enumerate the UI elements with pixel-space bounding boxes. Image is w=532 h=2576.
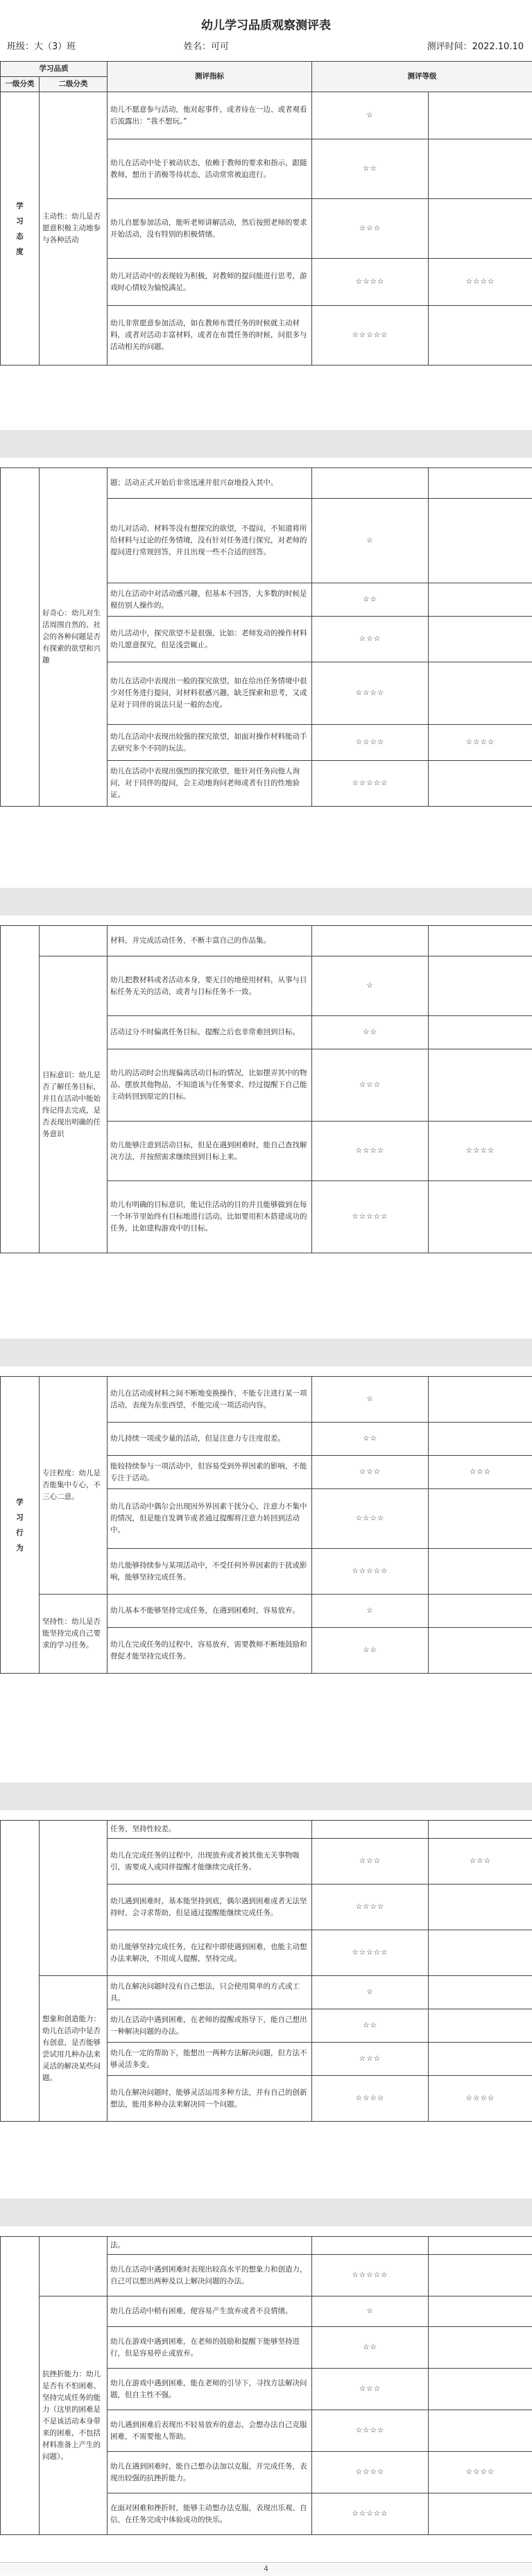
star-rating[interactable]: ☆☆☆☆	[312, 1489, 429, 1549]
page-4	[0, 1366, 532, 1783]
student-name: 姓名：可可	[184, 42, 230, 52]
indicator-text: 幼儿在活动中偶尔会出现因外界因素干扰分心，注意力不集中的情况，但是能自发调节或者通过提醒将注意力转回到活动中。	[108, 1489, 312, 1549]
carry-text: 题；活动正式开始后非常迅速并很兴奋地投入其中。	[108, 468, 312, 499]
star-rating-extra	[429, 1595, 532, 1628]
star-rating[interactable]: ☆☆	[312, 139, 429, 199]
indicator-text: 幼儿有明确的目标意识，能记住活动的目的并且能够做到在每一个环节里始终有目标地进行活动。比如要用积木搭建成功的任务，比如建构游戏中的目标。	[108, 1181, 312, 1253]
star-rating-extra	[429, 761, 532, 807]
star-rating-extra	[429, 956, 532, 1016]
indicator-text: 幼儿在完成任务的过程中，容易放弃，需要教师不断地鼓励和督促才能坚持完成任务。	[108, 1628, 312, 1674]
star-rating-extra[interactable]: ☆☆☆☆	[429, 2452, 532, 2493]
star-rating[interactable]: ☆☆☆☆	[312, 2410, 429, 2452]
indicator-text: 幼儿把教材料或者活动本身，要无目的地使用材料，从事与目标任务无关的活动，或者与目标任务不一致。	[108, 956, 312, 1016]
star-rating[interactable]: ☆☆☆☆☆	[312, 1181, 429, 1253]
grade-header: 测评等级	[312, 62, 532, 92]
indicator-text: 幼儿对活动中的表现较为积极，对教师的提问能进行思考，游戏时心情较为愉悦满足。	[108, 259, 312, 306]
star-rating[interactable]: ☆☆☆☆	[312, 662, 429, 725]
star-rating-extra	[429, 2369, 532, 2410]
star-rating[interactable]: ☆☆☆☆	[312, 725, 429, 761]
indicator-text: 幼儿不愿意参与活动，他对起事件，或者待在一边、或者观看后流露出：“我不想玩。”	[108, 92, 312, 139]
indicator-text: 幼儿非常愿意参加活动，如在教师布置任务的时候就主动材料，或者对活动丰富材料，或者在布置任务的时候，问很多与活动相关的问题。	[108, 306, 312, 366]
category-attitude-cont	[1, 926, 40, 1253]
star-rating[interactable]: ☆☆☆☆	[312, 1122, 429, 1181]
indicator-text: 能较持续参与一项活动中，但容易受到外界因素的影响，不能专注于活动。	[108, 1456, 312, 1489]
star-rating[interactable]: ☆☆	[312, 2009, 429, 2043]
star-rating-extra	[429, 1016, 532, 1049]
quality-header: 学习品质	[1, 62, 108, 77]
star-rating-extra	[429, 306, 532, 366]
star-rating-extra	[429, 2493, 532, 2535]
star-rating[interactable]: ☆☆	[312, 583, 429, 617]
subcat-goal: 目标意识：幼儿是否了解任务目标，并且在活动中能始终记得去完成，是否表现出明确的任务意识	[40, 956, 108, 1253]
category-attitude: 学 习 态 度	[1, 92, 40, 366]
star-rating-extra	[429, 2043, 532, 2076]
star-rating[interactable]: ☆☆☆	[312, 617, 429, 662]
star-rating-extra	[429, 2255, 532, 2296]
star-rating[interactable]: ☆☆☆	[312, 2043, 429, 2076]
star-rating[interactable]: ☆☆☆☆☆	[312, 1930, 429, 1976]
star-rating	[312, 2237, 429, 2255]
indicator-text: 幼儿在活动中对活动感兴趣，但基本不回答，大多数的时候是模仿别人操作的。	[108, 583, 312, 617]
assessment-table-p2	[0, 467, 532, 807]
star-rating[interactable]: ☆	[312, 1595, 429, 1628]
star-rating-extra	[429, 1628, 532, 1674]
star-rating-extra	[429, 2009, 532, 2043]
star-rating-extra	[429, 926, 532, 956]
star-rating-extra	[429, 139, 532, 199]
indicator-text: 幼儿能够持续参与某项活动中，不受任何外界因素的干扰或影响，能够坚持完成任务。	[108, 1549, 312, 1595]
star-rating[interactable]: ☆	[312, 1377, 429, 1423]
star-rating[interactable]: ☆☆☆	[312, 1456, 429, 1489]
star-rating-extra	[429, 499, 532, 583]
star-rating[interactable]: ☆☆	[312, 1016, 429, 1049]
star-rating-extra	[429, 2410, 532, 2452]
subcat-carry	[40, 1821, 108, 1976]
indicator-text: 幼儿持续一项或少量的活动，但是注意力专注度很差。	[108, 1423, 312, 1456]
page-3	[0, 916, 532, 1339]
indicator-text: 活动过分不时偏离任务目标，提醒之后也非常难回到目标。	[108, 1016, 312, 1049]
indicator-text: 幼儿基本不能够坚持完成任务，在遇到困难时，容易放弃。	[108, 1595, 312, 1628]
star-rating	[312, 926, 429, 956]
indicator-text: 幼儿在一定的帮助下，能想出一两种方法解决问题，但方法不够灵活多变。	[108, 2043, 312, 2076]
star-rating-extra	[429, 2296, 532, 2327]
star-rating[interactable]: ☆☆☆☆☆	[312, 306, 429, 366]
star-rating-extra	[429, 1930, 532, 1976]
level1-header: 一级分类	[1, 77, 40, 92]
star-rating[interactable]: ☆	[312, 1976, 429, 2009]
star-rating[interactable]: ☆☆☆☆☆	[312, 2493, 429, 2535]
assessment-date: 测评时间：2022.10.10	[427, 42, 524, 52]
assessment-table-p3	[0, 925, 532, 1253]
page-1	[0, 0, 532, 430]
indicator-text: 幼儿遇到困难后表现出不轻易放弃的意志，会想办法自己克服困难，不需要他人帮助。	[108, 2410, 312, 2452]
star-rating[interactable]: ☆☆☆☆	[312, 2452, 429, 2493]
assessment-table-p6	[0, 2236, 532, 2535]
star-rating[interactable]: ☆☆☆☆☆	[312, 2255, 429, 2296]
star-rating[interactable]: ☆	[312, 499, 429, 583]
category-behavior: 学 习 行 为	[1, 1377, 40, 1674]
star-rating[interactable]: ☆☆	[312, 2327, 429, 2369]
star-rating[interactable]: ☆☆☆☆	[312, 259, 429, 306]
star-rating-extra	[429, 662, 532, 725]
indicator-text: 幼儿在活动中处于被动状态，依赖于教师的要求和指示，跟随教师，想出于消极等待状态，活动常常被迫进行。	[108, 139, 312, 199]
star-rating[interactable]: ☆☆☆☆☆	[312, 1549, 429, 1595]
star-rating-extra[interactable]: ☆☆☆☆	[429, 2076, 532, 2122]
class-label: 班级：大（3）班	[7, 42, 76, 52]
star-rating[interactable]: ☆	[312, 2296, 429, 2327]
page-indicator: 4	[0, 2562, 532, 2575]
indicator-text: 幼儿活动中，探究欲望不是很强，比如：老师发动的操作材料幼儿愿意探究，但是浅尝辄止。	[108, 617, 312, 662]
indicator-text: 幼儿在完成任务的过程中，出现放弃或者被其他无关事物吸引，需要成人或同伴提醒才能继续完成任务。	[108, 1839, 312, 1884]
doc-title: 幼儿学习品质观察测评表	[201, 19, 331, 33]
category-behavior-cont	[1, 2237, 40, 2535]
star-rating-extra[interactable]: ☆☆☆☆	[429, 1122, 532, 1181]
assessment-table-p1	[0, 61, 532, 366]
subcat-focus: 专注程度：幼儿是否能集中专心，不三心二意。	[40, 1377, 108, 1595]
star-rating[interactable]: ☆☆☆	[312, 199, 429, 259]
star-rating[interactable]: ☆☆☆	[312, 1049, 429, 1122]
subcat-resistance: 抗挫折能力：幼儿是否有不怕困难、坚持完成任务的能力（这里的困难是不是该活动本身带来的困难，不包括材料准备上产生的问题）。	[40, 2296, 108, 2535]
category-behavior-cont	[1, 1821, 40, 2122]
indicator-text: 幼儿能够注意到活动目标，但是在遇到困难时，能自己查找解决方法，并按照需求继续回到目标上来。	[108, 1122, 312, 1181]
star-rating[interactable]: ☆☆☆	[312, 1839, 429, 1884]
indicator-text: 幼儿在活动中表现出强烈的探究欲望，能针对任务向他人询问，对于同伴的提问，会主动地询问老师或者有目的性地验证。	[108, 761, 312, 807]
indicator-text: 幼儿在活动中表现出较强的探究欲望，如面对操作材料能动手去研究多个不同的玩法。	[108, 725, 312, 761]
carry-text: 材料，并完成活动任务，不断丰富自己的作品集。	[108, 926, 312, 956]
page-5	[0, 1810, 532, 2199]
indicator-text: 幼儿在游戏中遇到困难，能在老师的引导下，寻找方法解决问题，但自主性不强。	[108, 2369, 312, 2410]
star-rating-extra	[429, 2327, 532, 2369]
star-rating-extra[interactable]: ☆☆☆☆	[429, 725, 532, 761]
indicator-text: 幼儿的活动时会出现偏离活动目标的情况，比如摆弄其中的物品、摆放其他物品，不知道该与任务要求，经过提醒下自己能主动转回到原定的目标。	[108, 1049, 312, 1122]
indicator-text: 幼儿在游戏中遇到困难，在老师的鼓励和提醒下能够坚持进行，但是容易停止或放弃。	[108, 2327, 312, 2369]
subcat-persistence: 坚持性：幼儿是否能坚持完成自己要求的学习任务。	[40, 1595, 108, 1674]
assessment-table-p4	[0, 1376, 532, 1674]
star-rating-extra[interactable]: ☆☆☆☆	[429, 259, 532, 306]
indicator-header: 测评指标	[108, 62, 312, 92]
star-rating-extra	[429, 199, 532, 259]
star-rating-extra	[429, 1884, 532, 1930]
star-rating-extra[interactable]: ☆☆☆	[429, 1456, 532, 1489]
star-rating-extra[interactable]: ☆☆☆	[429, 1839, 532, 1884]
star-rating[interactable]: ☆☆	[312, 1423, 429, 1456]
star-rating-extra	[429, 617, 532, 662]
star-rating-extra	[429, 1976, 532, 2009]
subcat-carry	[40, 2237, 108, 2296]
star-rating-extra	[429, 1377, 532, 1423]
star-rating-extra	[429, 1181, 532, 1253]
indicator-text: 幼儿能够坚持完成任务，在过程中即使遇到困难，也能主动想办法来解决，不用成人提醒，坚持完成。	[108, 1930, 312, 1976]
subcat-curiosity: 好奇心：幼儿对生活周围自然的、社会的各种问题是否有探索的欲望和兴趣	[40, 468, 108, 807]
star-rating	[312, 468, 429, 499]
level2-header: 二级分类	[40, 77, 108, 92]
indicator-text: 幼儿自愿参加活动，能听老师讲解活动，然后按照老师的要求开始活动，没有特别的积极情绪。	[108, 199, 312, 259]
star-rating[interactable]: ☆☆☆☆	[312, 2076, 429, 2122]
indicator-text: 幼儿在解决问题时，能够灵活运用多种方法，并有自己的创新想法，能用多种办法来解决同一个问题。	[108, 2076, 312, 2122]
star-rating[interactable]: ☆☆☆	[312, 2369, 429, 2410]
star-rating	[312, 1821, 429, 1839]
assessment-table-p5	[0, 1820, 532, 2122]
star-rating-extra	[429, 1549, 532, 1595]
star-rating[interactable]: ☆☆☆☆	[312, 1884, 429, 1930]
indicator-text: 幼儿在活动或材料之间不断地变换操作，不能专注进行某一项活动，表现为东张西望，不能完成一项活动内容。	[108, 1377, 312, 1423]
star-rating[interactable]: ☆	[312, 92, 429, 139]
page-2	[0, 458, 532, 888]
indicator-text: 幼儿在遇到困难时，能自己想办法加以克服，并完成任务，表现出较强的抗挫折能力。	[108, 2452, 312, 2493]
subcat-carry	[40, 926, 108, 956]
star-rating-extra	[429, 2237, 532, 2255]
star-rating-extra	[429, 1049, 532, 1122]
star-rating-extra	[429, 583, 532, 617]
indicator-text: 幼儿在活动中稍有困难，便容易产生放弃或者不良情绪。	[108, 2296, 312, 2327]
page-6	[0, 2226, 532, 2576]
indicator-text: 幼儿在活动中表现出一般的探究欲望，如在给出任务情境中很少对任务进行提问，对材料很感兴趣，缺乏探索和思考，又或是对于同伴的说法只是一般的态度。	[108, 662, 312, 725]
indicator-text: 幼儿对活动、材料等没有想探究的欲望，不提问，不知道将所给材料与过论的任务情境，没有针对任务进行探究，对老师的提问进行常规回答，并且出现一些不合适的回答。	[108, 499, 312, 583]
carry-text: 法。	[108, 2237, 312, 2255]
star-rating-extra	[429, 1489, 532, 1549]
indicator-text: 幼儿在解决问题时没有自己想法，只会使用简单的方式或工具。	[108, 1976, 312, 2009]
star-rating[interactable]: ☆☆☆☆☆	[312, 761, 429, 807]
star-rating-extra	[429, 468, 532, 499]
subcat-problem: 想象和创造能力：幼儿在活动中是否有创意，是否能够尝试用几种办法来灵活的解决某些问题。	[40, 1976, 108, 2122]
star-rating-extra	[429, 92, 532, 139]
star-rating[interactable]: ☆	[312, 956, 429, 1016]
carry-text: 任务，坚持性较差。	[108, 1821, 312, 1839]
star-rating[interactable]: ☆☆	[312, 1628, 429, 1674]
indicator-text: 幼儿在活动中遇到困难，在老师的提醒或指导下，能自己想出一种解决问题的办法。	[108, 2009, 312, 2043]
category-attitude-cont	[1, 468, 40, 807]
indicator-text: 幼儿遇到困难时，基本能坚持到底，偶尔遇到困难或者无法坚持时，会寻求帮助，但是通过提醒能继续完成任务。	[108, 1884, 312, 1930]
indicator-text: 幼儿在活动中遇到困难时表现出较高水平的想象力和创造力，自己可以想出两种及以上解决问题的办法。	[108, 2255, 312, 2296]
indicator-text: 在面对困难和挫折时，能够主动想办法克服，表现出乐观、自信，在任务完成中体验成功的快乐。	[108, 2493, 312, 2535]
subcat-initiative: 主动性：幼儿是否愿意积极主动地参与各种活动	[40, 92, 108, 366]
star-rating-extra	[429, 1821, 532, 1839]
star-rating-extra	[429, 1423, 532, 1456]
